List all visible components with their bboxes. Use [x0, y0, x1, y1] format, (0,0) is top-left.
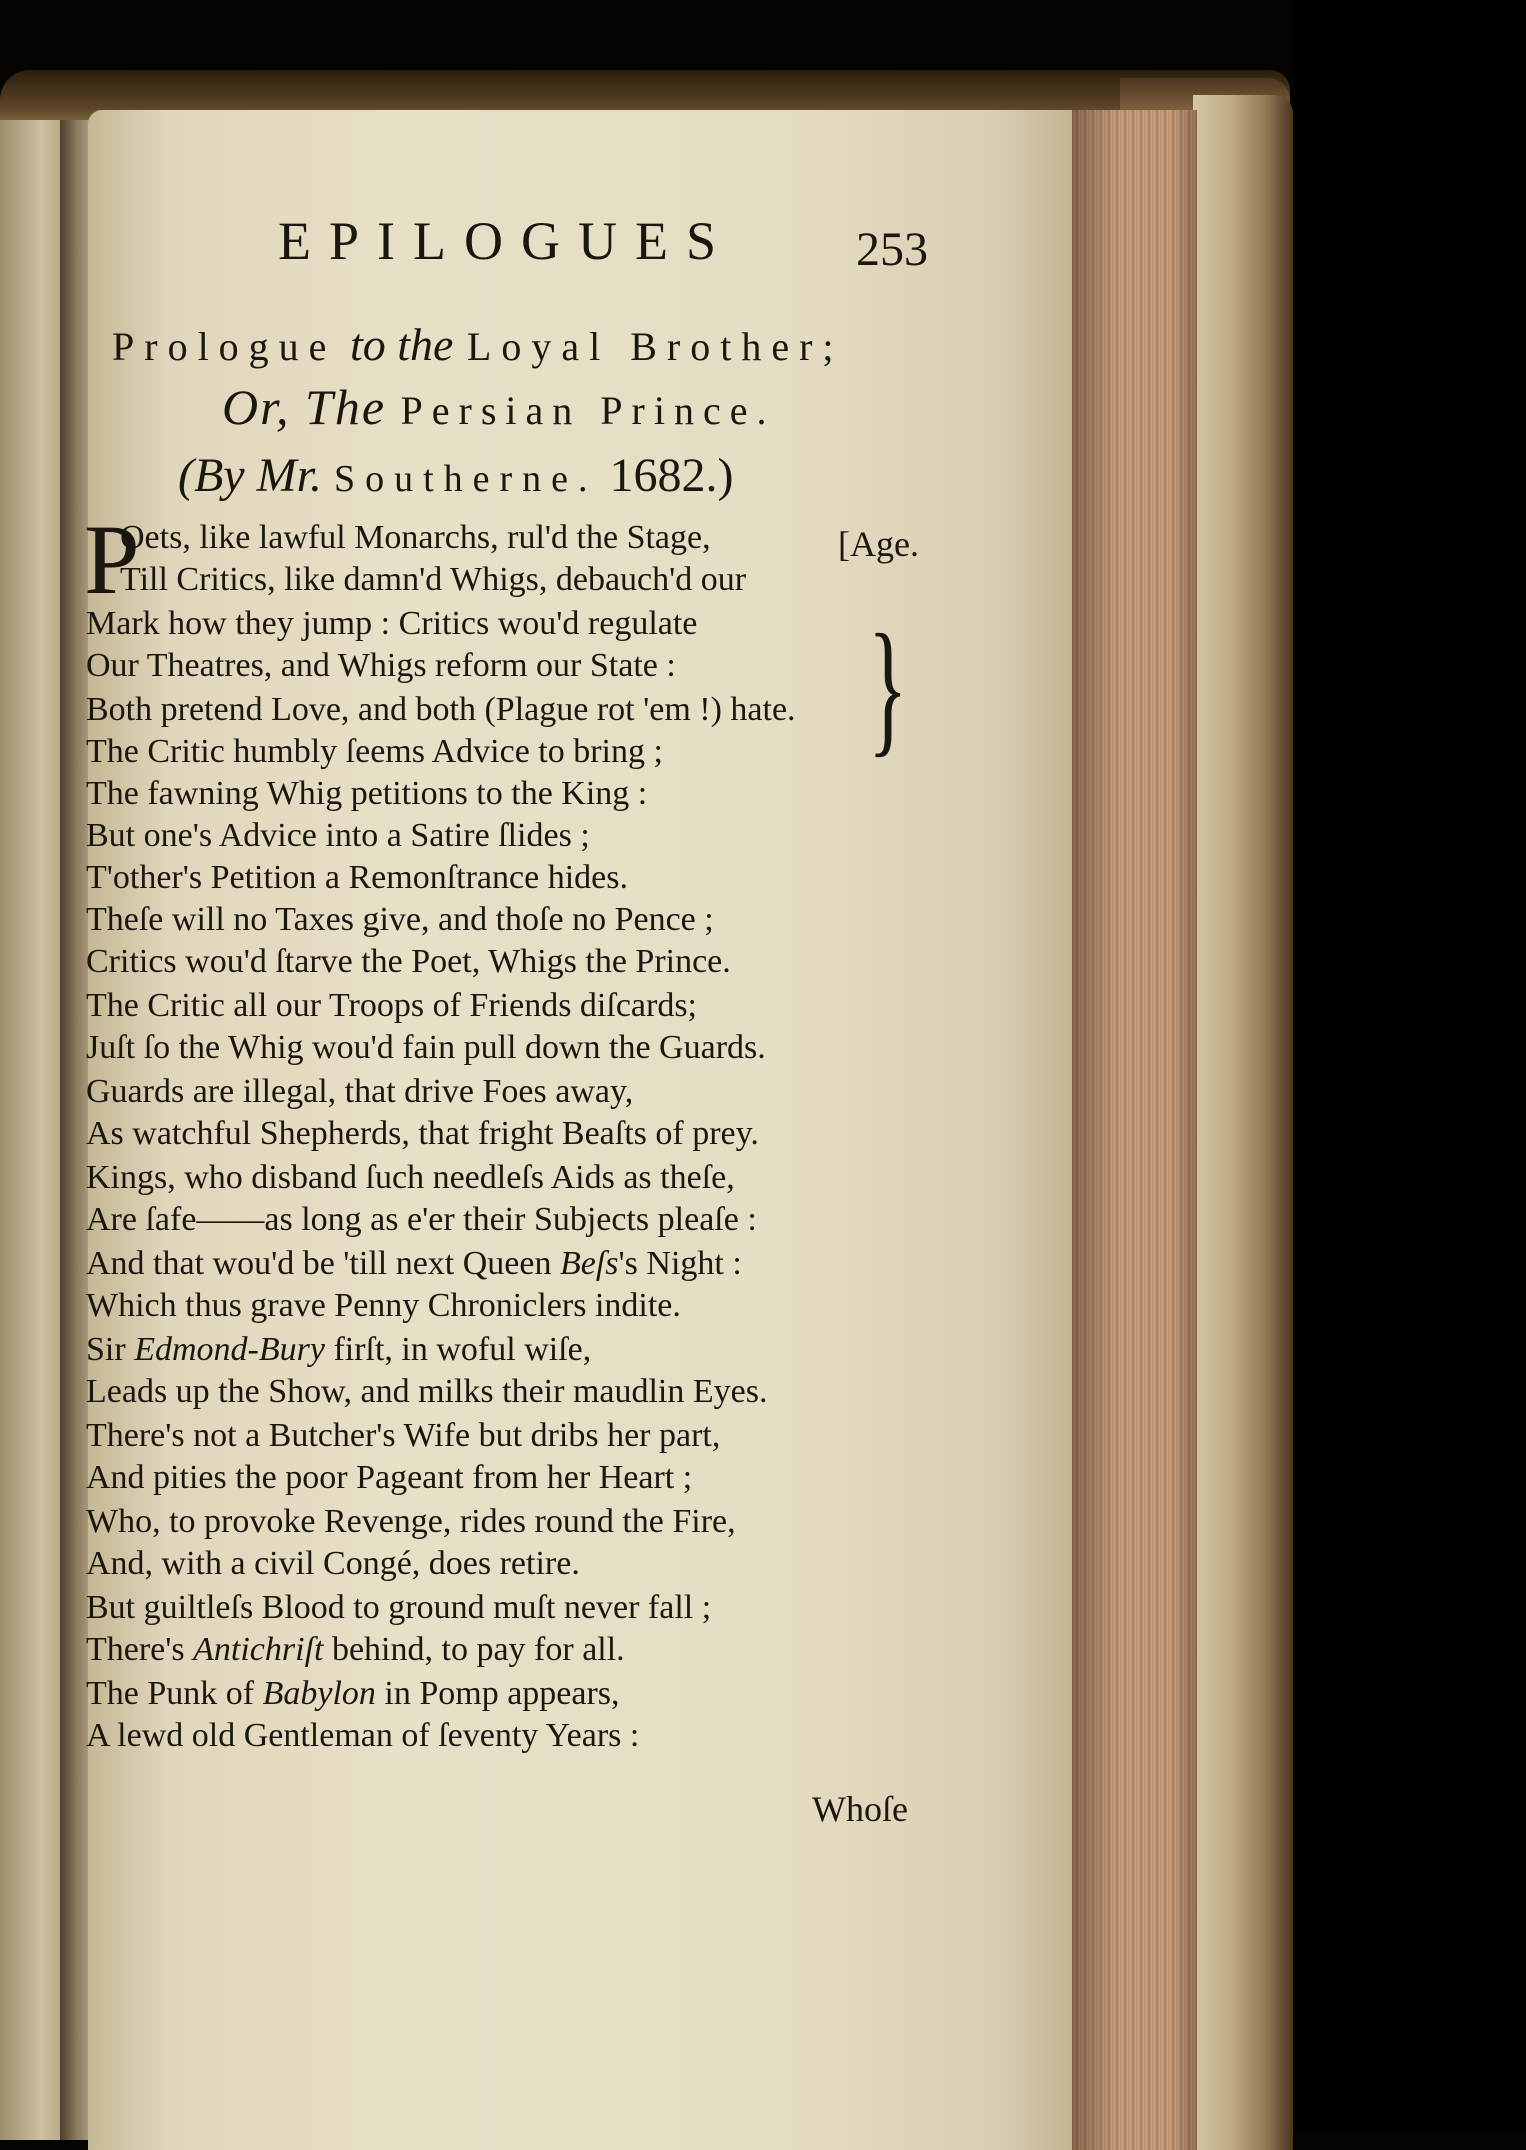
poem-text-italic: Antichriſt — [193, 1631, 324, 1668]
poem-line: The Critic humbly ſeems Advice to bring ; — [86, 733, 663, 770]
running-head: EPILOGUES — [278, 211, 734, 271]
poem-line: The Critic all our Troops of Friends diſcards; — [86, 987, 698, 1024]
poem-line: As watchful Shepherds, that fright Beaſts of prey. — [86, 1115, 759, 1152]
poem-line: Till Critics, like damn'd Whigs, debauch'd our — [120, 561, 747, 598]
page-edges-shade — [1072, 110, 1197, 2150]
poem-text: Sir — [86, 1331, 126, 1368]
poem-line: There's not a Butcher's Wife but dribs her part, — [86, 1417, 721, 1454]
title-or: Or, — [222, 379, 291, 435]
poem-line: The fawning Whig petitions to the King : — [86, 775, 648, 812]
poem-line: But guiltleſs Blood to ground muſt never fall ; — [86, 1589, 712, 1626]
poem-line — [86, 1674, 620, 1714]
poem-line: Our Theatres, and Whigs reform our State : — [86, 647, 676, 684]
poem-line: And, with a civil Congé, does retire. — [86, 1545, 580, 1582]
poem-line: And pities the poor Pageant from her Heart ; — [86, 1459, 693, 1496]
background — [1293, 0, 1526, 2131]
triplet-brace: } — [868, 604, 908, 770]
title-mr: Mr. — [256, 449, 322, 502]
poem-line: Guards are illegal, that drive Foes away, — [86, 1073, 634, 1110]
poem-line: Both pretend Love, and both (Plague rot 'em !) hate. — [86, 691, 796, 728]
drop-cap: P — [84, 504, 140, 615]
catchword: Whoſe — [812, 1789, 908, 1829]
poem-line: Are ſafe——as long as e'er their Subjects pleaſe : — [86, 1201, 757, 1238]
poem-line: Oets, like lawful Monarchs, rul'd the Stage, — [120, 519, 711, 556]
poem-text: The Punk of — [86, 1675, 255, 1712]
poem-line — [86, 1630, 625, 1670]
poem-line: Kings, who disband ſuch needleſs Aids as theſe, — [86, 1159, 735, 1196]
title-line-3 — [178, 448, 734, 503]
title-year: 1682.) — [609, 449, 734, 502]
poem-line: Who, to provoke Revenge, rides round the Fire, — [86, 1503, 736, 1540]
poem-line: Mark how they jump : Critics wou'd regulate — [86, 605, 698, 642]
title-loyal-brother: Loyal Brother; — [466, 324, 844, 369]
poem-line: [Age. — [838, 524, 919, 564]
title-line-2 — [222, 378, 775, 436]
poem-text: in Pomp appears, — [384, 1675, 620, 1712]
poem-text-italic: Edmond-Bury — [134, 1331, 325, 1368]
poem-line: A lewd old Gentleman of ſeventy Years : — [86, 1717, 640, 1754]
poem-line: Leads up the Show, and milks their maudlin Eyes. — [86, 1373, 768, 1410]
poem-text-italic: Babylon — [262, 1675, 376, 1712]
title-to-the: to the — [349, 319, 454, 370]
poem-line — [86, 1244, 742, 1284]
poem-line: Which thus grave Penny Chroniclers indite. — [86, 1287, 681, 1324]
poem-text: firſt, in woful wiſe, — [333, 1331, 592, 1368]
title-by: (By — [178, 449, 245, 502]
poem-line: But one's Advice into a Satire ſlides ; — [86, 817, 590, 854]
poem-text: There's — [86, 1631, 185, 1668]
book-cover-edge — [1193, 95, 1293, 2150]
title-the: The — [305, 379, 387, 435]
title-prologue: Prologue — [112, 324, 337, 369]
page-number: 253 — [856, 223, 928, 276]
poem-text: And that wou'd be 'till next Queen — [86, 1245, 552, 1282]
poem-line: Theſe will no Taxes give, and thoſe no Pence ; — [86, 901, 714, 938]
title-persian-prince: Persian Prince. — [400, 388, 776, 433]
poem-line: Critics wou'd ſtarve the Poet, Whigs the Prince. — [86, 943, 731, 980]
poem-text: behind, to pay for all. — [331, 1631, 625, 1668]
title-line-1 — [112, 318, 844, 371]
poem-line — [86, 1330, 591, 1370]
poem-line: T'other's Petition a Remonſtrance hides. — [86, 859, 628, 896]
title-author: Southerne. — [333, 458, 598, 500]
poem-text-italic: Beſs — [560, 1245, 619, 1282]
poem-line: Juſt ſo the Whig wou'd fain pull down the Guards. — [86, 1029, 766, 1066]
poem-text: 's Night : — [618, 1245, 742, 1282]
